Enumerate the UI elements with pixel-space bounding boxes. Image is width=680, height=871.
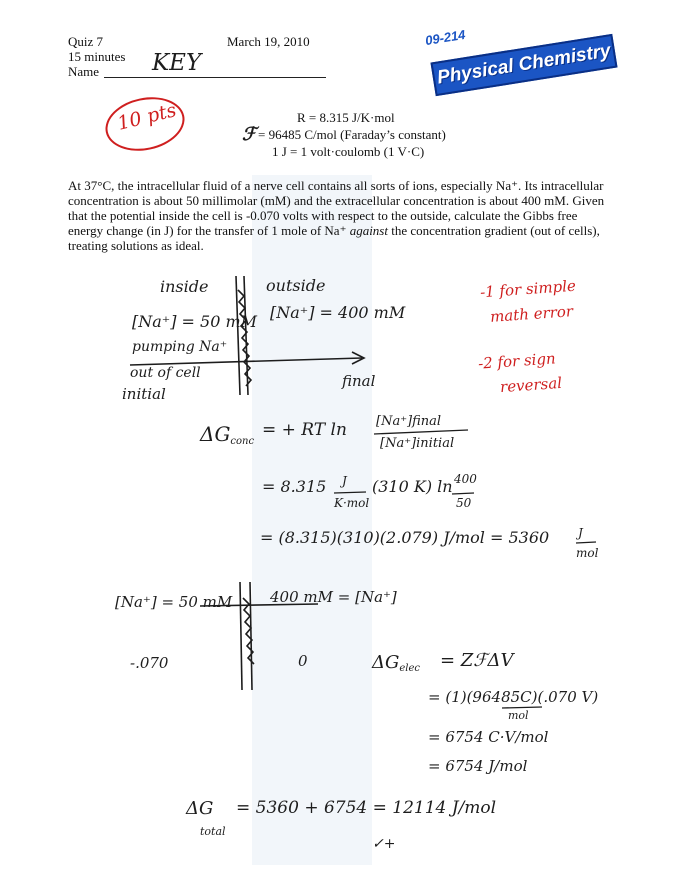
label-inside: inside: [160, 277, 209, 296]
conc-eq-2-den: 50: [456, 496, 472, 510]
label-outside: outside: [266, 276, 326, 295]
faraday-constant: = 96485 C/mol (Faraday’s constant): [258, 127, 446, 142]
quiz-date: March 19, 2010: [227, 34, 310, 49]
gas-constant: R = 8.315 J/K·mol: [297, 110, 395, 125]
grading-note-1b: math error: [489, 302, 574, 326]
total-equation: = 5360 + 6754 = 12114 J/mol: [236, 798, 497, 818]
faraday-symbol: ℱ: [242, 124, 257, 145]
dg-symbol: ΔG: [200, 422, 231, 446]
course-logo: Physical Chemistry: [430, 34, 617, 96]
grading-note-1a: -1 for simple: [479, 276, 577, 302]
na-inside-conc: [Na⁺] = 50 mM: [132, 312, 258, 331]
grading-note-2b: reversal: [499, 373, 563, 397]
problem-line-4-end: the concentration gradient (out of cells),: [387, 223, 600, 238]
dg-total-lhs: ΔG: [186, 798, 214, 819]
outside-potential: 0: [298, 652, 308, 670]
dg-elec-subscript: elec: [399, 663, 421, 674]
dg-total-subscript: total: [200, 825, 226, 838]
quiz-duration: 15 minutes: [68, 49, 126, 64]
conc-eq-1-numerator: [Na⁺]final: [376, 414, 442, 429]
joule-definition: 1 J = 1 volt·coulomb (1 V·C): [272, 144, 425, 159]
conc-eq-3-j: J: [578, 526, 583, 540]
elec-eq-2-mol: mol: [508, 709, 529, 722]
na-outside-conc-2: 400 mM = [Na⁺]: [270, 588, 397, 606]
problem-line-2: concentration is about 50 millimolar (mM) and the extracellular concentration is about 400 mM. Given: [68, 193, 605, 208]
elec-eq-3: = 6754 C·V/mol: [428, 728, 549, 746]
dg-conc-lhs: [200, 422, 254, 447]
points-value: 10 pts: [115, 99, 179, 135]
name-value: KEY: [152, 50, 202, 76]
problem-line-5: treating solutions as ideal.: [68, 238, 204, 253]
conc-eq-2-j: J: [342, 474, 347, 488]
pumping-label: pumping Na⁺: [132, 339, 228, 355]
name-label: Name: [68, 64, 100, 79]
elec-eq-2-c: C: [520, 688, 532, 706]
elec-eq-2: [428, 688, 598, 706]
final-label: final: [342, 372, 376, 390]
conc-eq-3: = (8.315)(310)(2.079) J/mol = 5360: [260, 528, 550, 547]
problem-line-1: At 37°C, the intracellular fluid of a nerve cell contains all sorts of ions, especially Na⁺. Its intracellular: [68, 178, 604, 193]
grader-mark: ✓+: [372, 836, 396, 852]
conc-eq-3-mol: mol: [576, 546, 599, 560]
out-of-cell-label: out of cell: [130, 365, 201, 381]
elec-eq-1: = ZℱΔV: [440, 650, 514, 671]
conc-eq-2-units: K·mol: [334, 496, 370, 510]
membrane-top: [236, 276, 251, 395]
quiz-title: Quiz 7: [68, 34, 104, 49]
problem-emphasis: against: [349, 223, 388, 238]
elec-eq-2-a: = (1)(96485: [428, 688, 521, 706]
course-number: 09-214: [424, 26, 467, 49]
conc-eq-2-num: 400: [454, 472, 477, 486]
dg-elec-lhs: [372, 652, 420, 674]
problem-line-4-start: energy change (in J) for the transfer of 1 mole of Na⁺: [68, 223, 350, 238]
na-inside-conc-2: [Na⁺] = 50 mM: [115, 593, 233, 611]
problem-line-3: that the potential inside the cell is -0.070 volts with respect to the outside, calculate the Gibbs free: [68, 208, 578, 223]
elec-eq-4: = 6754 J/mol: [428, 757, 528, 775]
grading-note-2a: -2 for sign: [477, 349, 557, 373]
conc-eq-2-temp: (310 K) ln: [372, 477, 453, 496]
inside-potential: -.070: [130, 654, 169, 672]
dg-elec-symbol: ΔG: [372, 652, 400, 673]
conc-eq-1-denominator: [Na⁺]initial: [380, 436, 455, 451]
initial-label: initial: [122, 385, 166, 403]
dg-conc-subscript: conc: [230, 436, 255, 447]
na-outside-conc: [Na⁺] = 400 mM: [270, 303, 406, 322]
elec-eq-2-b: )(.070 V): [531, 688, 599, 706]
conc-eq-1: = + RT ln: [262, 420, 347, 440]
conc-eq-2: = 8.315: [262, 477, 327, 496]
